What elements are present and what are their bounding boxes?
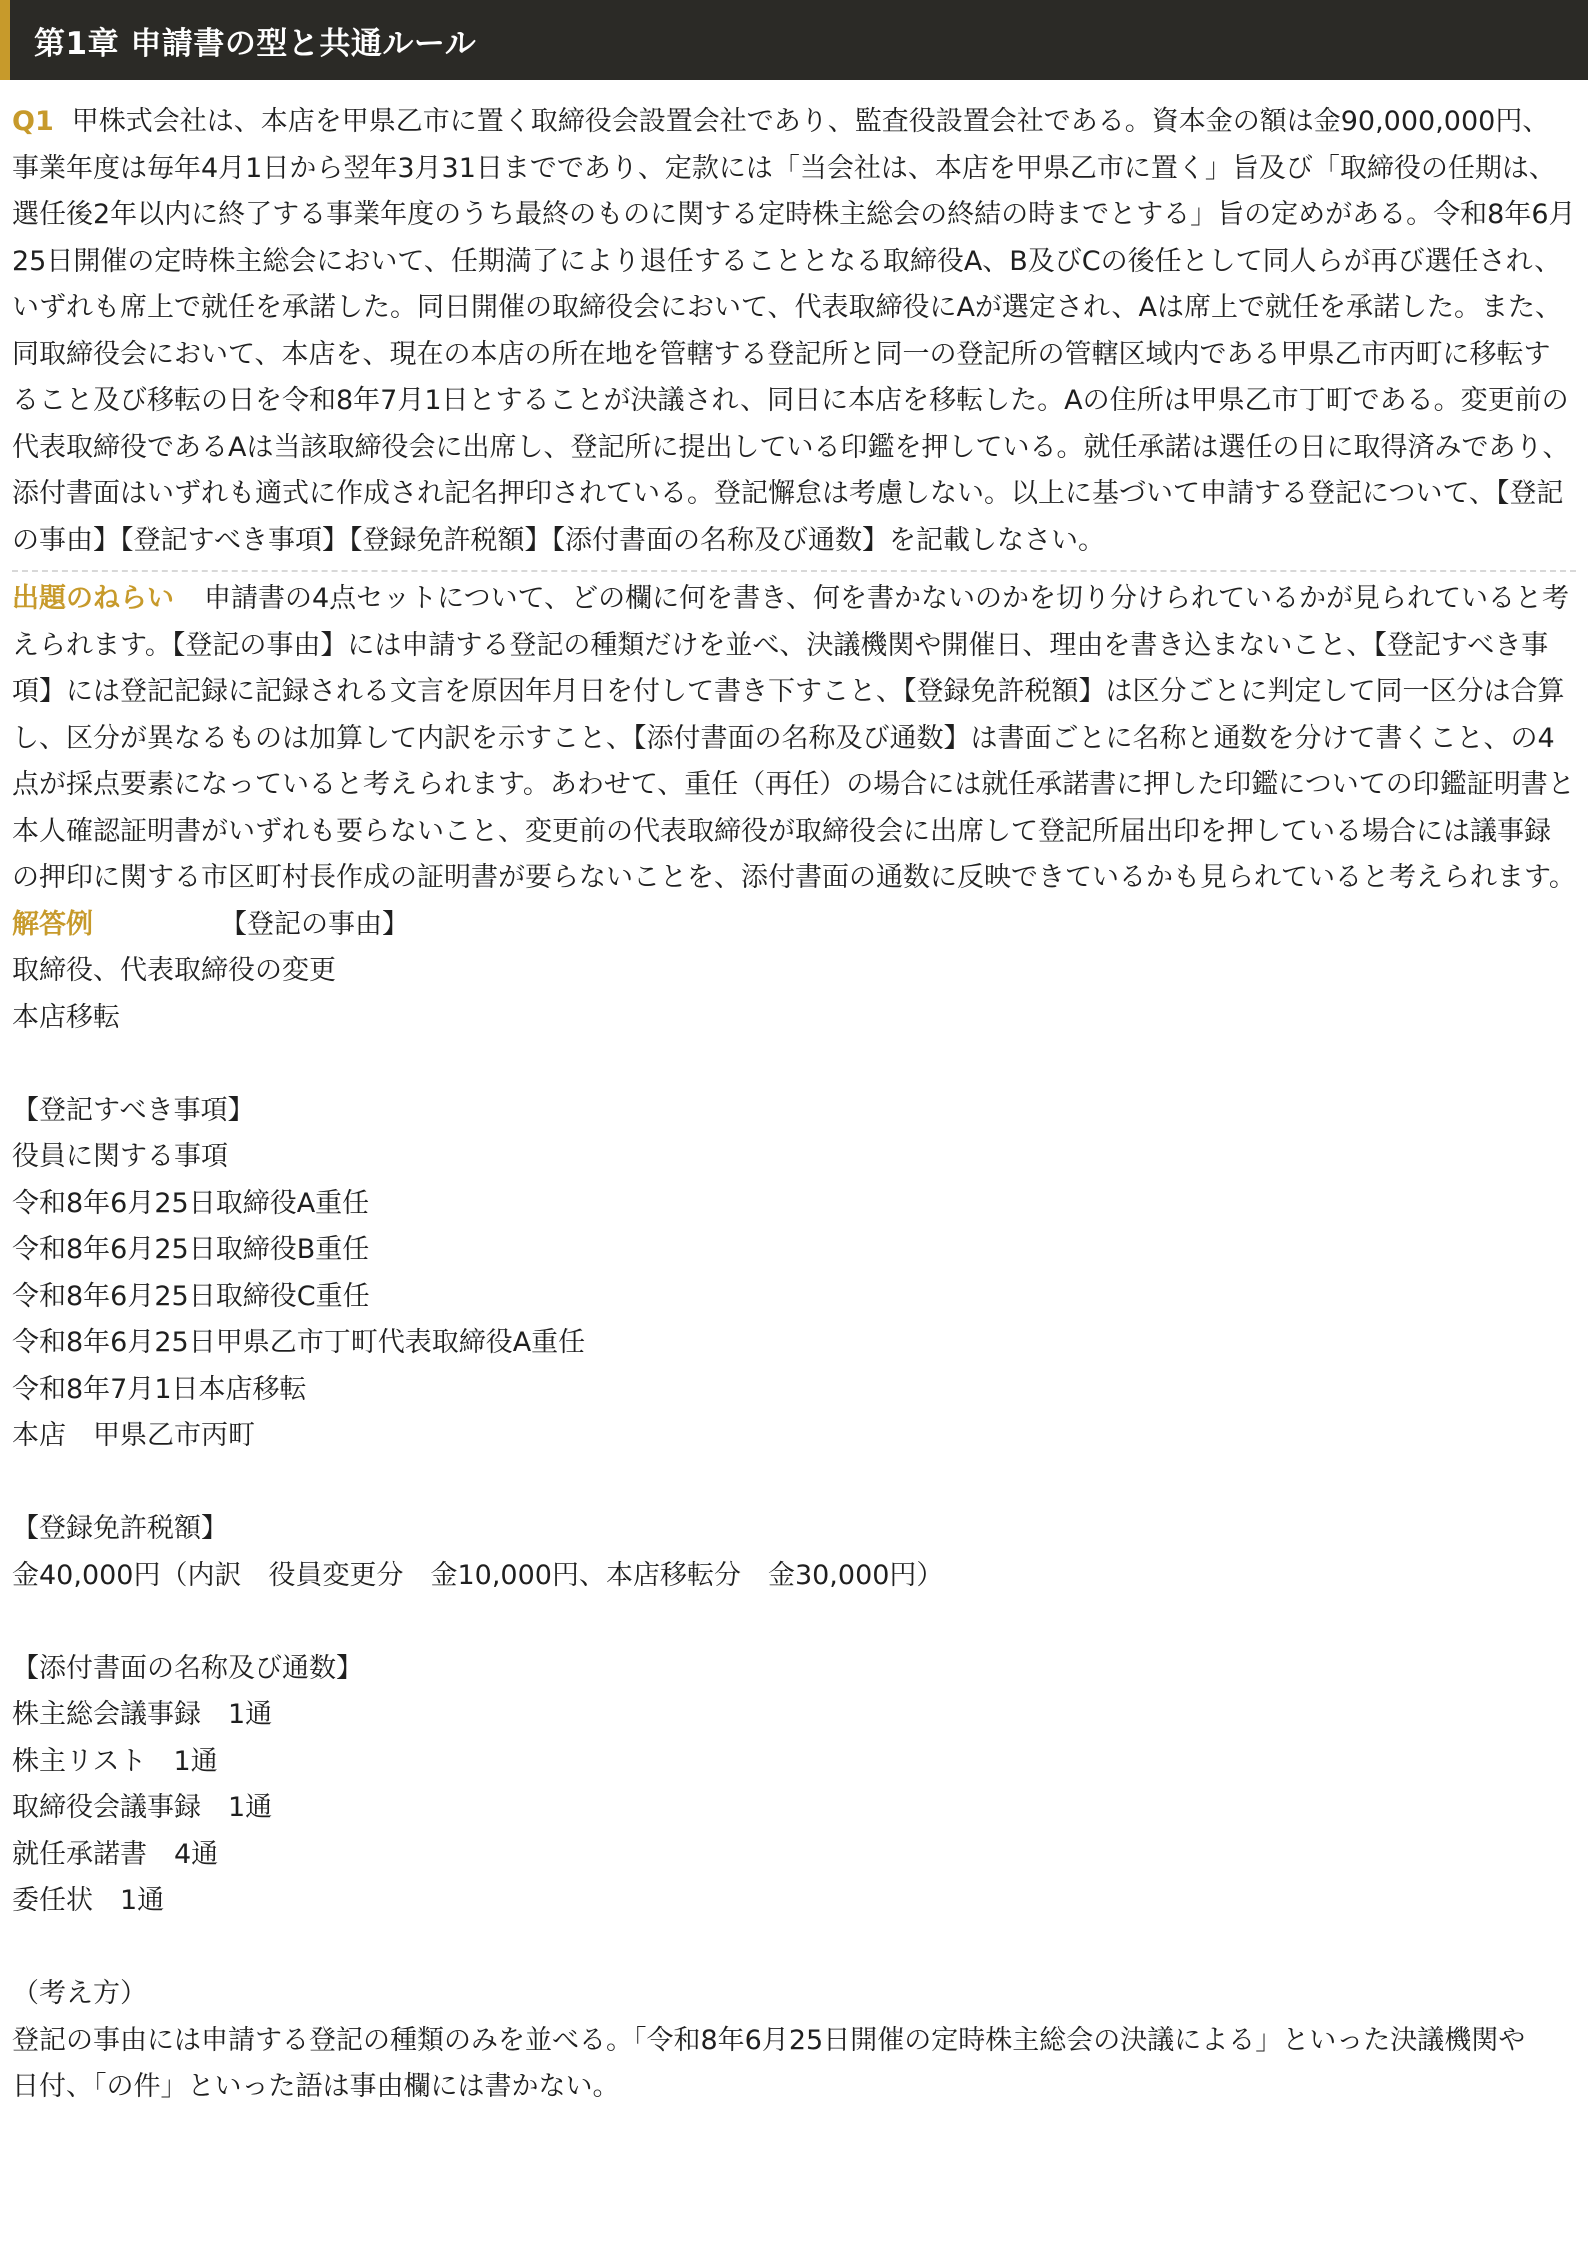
chapter-header bbox=[0, 0, 1588, 80]
jiko-line: 令和8年6月25日取締役A重任 bbox=[12, 1187, 370, 1219]
blank-line bbox=[12, 1599, 1576, 1646]
attach-heading: 【添付書面の名称及び通数】 bbox=[12, 1652, 363, 1684]
jiyu-line: 取締役、代表取締役の変更 bbox=[12, 955, 336, 986]
question-text: 甲株式会社は、本店を甲県乙市に置く取締役会設置会社であり、監査役設置会社である。資本金の額は金90,000,000円、事業年度は毎年4月1日から翌年3月31日までであり、定款には「当会社は、本店を甲県乙市に置く」旨及び「取締役の任期は、選任後2年以内に終了する事業年度のうち最終のものに関する定時株主総会の終結の時までとする」旨の定めがある。令和8年6月25日開催の定時株主総会において、任期満了により退任することとなる取締役A、B及びCの後任として同人らが再び選任され、いずれも席上で就任を承諾した。同日開催の取締役会において、代表取締役にAが選定され、Aは席上で就任を承諾した。また、同取締役会において、本店を、現在の本店の所在地を管轄する登記所と同一の登記所の管轄区域内である甲県乙市丙町に移転すること及び移転の日を令和8年7月1日とすることが決議され、同日に本店を移転した。Aの住所は甲県乙市丁町である。変更前の代表取締役であるAは当該取締役会に出席し、登記所に提出している印鑑を押している。就任承諾は選任の日に取得済みであり、添付書面はいずれも適式に作成され記名押印されている。登記懈怠は考慮しない。以上に基づいて申請する登記について、【登記の事由】【登記すべき事項】【登録免許税額】【添付書面の名称及び通数】を記載しなさい。 bbox=[12, 106, 1576, 556]
jiko-line: 令和8年6月25日甲県乙市丁町代表取締役A重任 bbox=[12, 1327, 586, 1358]
tax-heading: 【登録免許税額】 bbox=[12, 1513, 228, 1544]
attach-line: 株主リスト 1通 bbox=[12, 1745, 218, 1777]
question-block bbox=[12, 80, 1576, 570]
aim-block bbox=[12, 576, 1576, 902]
aim-label: 出題のねらい bbox=[12, 583, 174, 614]
attach-line: 委任状 1通 bbox=[12, 1885, 165, 1916]
jiko-line: 本店 甲県乙市丙町 bbox=[12, 1420, 255, 1451]
jiko-line: 令和8年7月1日本店移転 bbox=[12, 1373, 307, 1405]
attach-line: 就任承諾書 4通 bbox=[12, 1838, 219, 1870]
answer-label: 解答例 bbox=[12, 908, 93, 940]
jiyu-heading: 【登記の事由】 bbox=[220, 908, 409, 940]
dashed-divider bbox=[12, 570, 1576, 572]
answer-header-line bbox=[12, 902, 1576, 949]
thinking-line: 日付、「の件」といった語は事由欄には書かない。 bbox=[12, 2071, 620, 2102]
attach-line: 取締役会議事録 1通 bbox=[12, 1792, 273, 1823]
jiko-line: 令和8年6月25日取締役C重任 bbox=[12, 1280, 370, 1312]
thinking-line: 登記の事由には申請する登記の種類のみを並べる。「令和8年6月25日開催の定時株主総会の決議による」といった決議機関や bbox=[12, 2024, 1526, 2056]
jiko-heading: 【登記すべき事項】 bbox=[12, 1094, 255, 1126]
jiko-line: 令和8年6月25日取締役B重任 bbox=[12, 1234, 370, 1265]
content-area bbox=[0, 80, 1588, 2111]
attach-line: 株主総会議事録 1通 bbox=[12, 1699, 273, 1730]
jiko-line: 役員に関する事項 bbox=[12, 1141, 228, 1172]
jiyu-line: 本店移転 bbox=[12, 1001, 120, 1033]
aim-text: 申請書の4点セットについて、どの欄に何を書き、何を書かないのかを切り分けられているかが見られていると考えられます。【登記の事由】には申請する登記の種類だけを並べ、決議機関や開催日、理由を書き込まないこと、【登記すべき事項】には登記記録に記録される文言を原因年月日を付して書き下すこと、【登録免許税額】は区分ごとに判定して同一区分は合算し、区分が異なるものは加算して内訳を示すこと、【添付書面の名称及び通数】は書面ごとに名称と通数を分けて書くこと、の4点が採点要素になっていると考えられます。あわせて、重任（再任）の場合には就任承諾書に押した印鑑についての印鑑証明書と本人確認証明書がいずれも要らないこと、変更前の代表取締役が取締役会に出席して登記所届出印を押している場合には議事録の押印に関する市区町村長作成の証明書が要らないことを、添付書面の通数に反映できているかも見られていると考えられます。 bbox=[12, 583, 1576, 893]
answer-block bbox=[12, 902, 1576, 2111]
blank-line bbox=[12, 1041, 1576, 1088]
chapter-title: 第1章 申請書の型と共通ルール bbox=[34, 25, 477, 62]
blank-line bbox=[12, 1460, 1576, 1507]
blank-line bbox=[12, 1925, 1576, 1972]
question-label: Q1 bbox=[12, 106, 54, 137]
tax-line: 金40,000円（内訳 役員変更分 金10,000円、本店移転分 金30,000円） bbox=[12, 1559, 944, 1591]
thinking-heading: （考え方） bbox=[12, 1978, 147, 2009]
